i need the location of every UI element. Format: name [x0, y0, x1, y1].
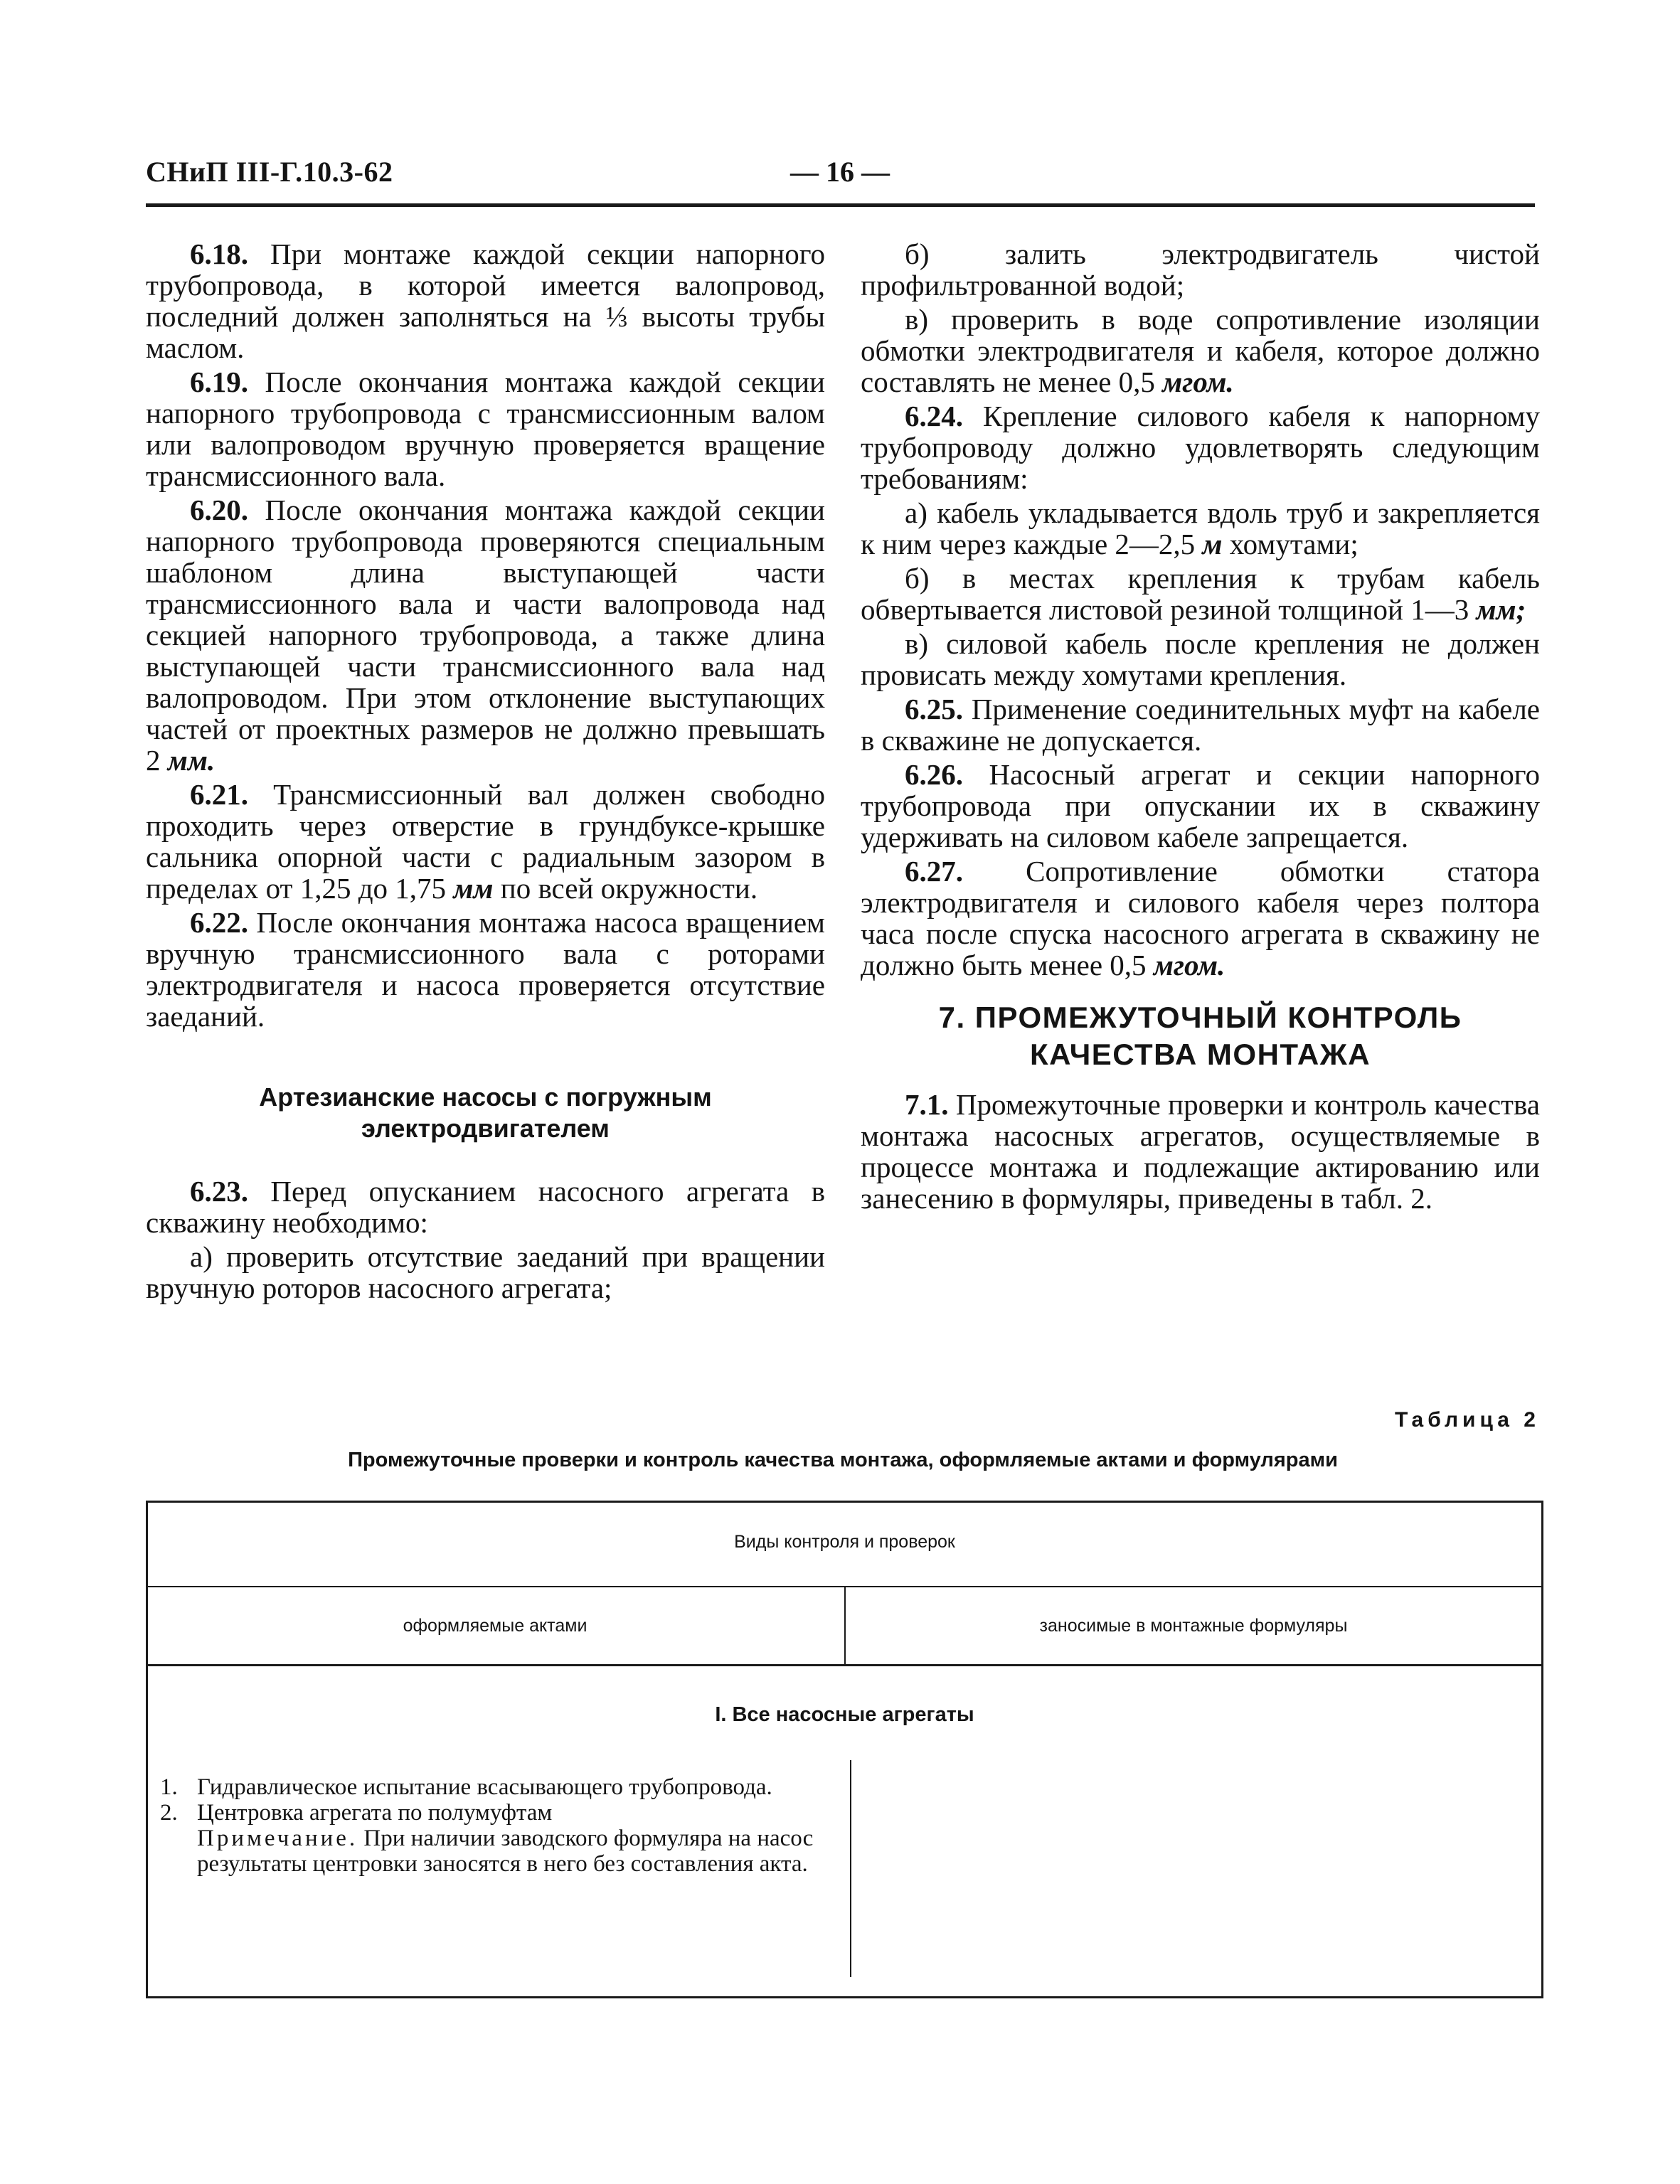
paragraph-6-19: [146, 366, 825, 491]
table-rule-right: [1541, 1501, 1543, 1998]
paragraph-6-24: [861, 400, 1540, 494]
clause-text: а) кабель укладывается вдоль труб и закрепляется к ним через каждые 2—2,5: [861, 496, 1540, 560]
header-rule: [146, 203, 1535, 207]
unit-label: мгом.: [1153, 949, 1226, 981]
paragraph-6-20: [146, 494, 825, 776]
clause-text: б) в местах крепления к трубам кабель обвертывается листовой резиной толщиной 1—3: [861, 562, 1540, 626]
clause-text: Промежуточные проверки и контроль качества монтажа насосных агрегатов, осуществляемые в процессе монтажа и подлежащие актированию или занесению в формуляры, приведены в табл. 2.: [861, 1088, 1540, 1215]
table-header-forms: заносимые в монтажные формуляры: [1039, 1616, 1348, 1636]
clause-number: 6.27.: [905, 855, 963, 888]
subsection-heading: Артезианские насосы с погружным электродвигателем: [259, 1082, 712, 1143]
clause-text: Трансмиссионный вал должен свободно проходить через отверстие в грундбуксе-крышке сальника опорной части с радиальным зазором в пределах от 1,25 до 1,75: [146, 778, 826, 905]
clause-text: Перед опусканием насосного агрегата в скважину необходимо:: [146, 1175, 826, 1239]
paragraph-6-23-b: б) залить электродвигатель чистой профильтрованной водой;: [861, 238, 1540, 302]
clause-text: Применение соединительных муфт на кабеле в скважине не допускается.: [861, 693, 1540, 757]
document-code: СНиП III-Г.10.3-62: [146, 156, 393, 188]
table-rule-bottom: [146, 1996, 1543, 1998]
clause-text-tail: хомутами;: [1229, 528, 1359, 560]
table-title: Промежуточные проверки и контроль качества монтажа, оформляемые актами и формулярами: [348, 1449, 1338, 1471]
paragraph-6-26: [861, 759, 1540, 853]
clause-text: После окончания монтажа насоса вращением вручную трансмиссионного вала с роторами электродвигателя и насоса проверяется отсутствие заеданий.: [146, 906, 825, 1033]
clause-number: 6.18.: [190, 238, 248, 270]
clause-number: 6.24.: [905, 400, 963, 432]
table-rule-body-split: [850, 1760, 851, 1977]
section-7-title-line2: КАЧЕСТВА МОНТАЖА: [1029, 1038, 1371, 1071]
table-header-top: Виды контроля и проверок: [734, 1532, 955, 1552]
table-rule-top: [146, 1501, 1543, 1503]
clause-number: 6.20.: [190, 494, 248, 526]
note-text: При наличии заводского формуляра на насос результаты центровки заносятся в него без составления акта.: [197, 1826, 814, 1877]
table-rule-header-bottom: [146, 1664, 1543, 1666]
paragraph-6-24-a: [861, 497, 1540, 560]
paragraph-6-22: [146, 907, 825, 1032]
item-text: Гидравлическое испытание всасывающего трубопровода.: [197, 1774, 772, 1800]
item-number: 1.: [160, 1774, 178, 1800]
paragraph-6-21: [146, 779, 825, 904]
paragraph-6-23-a: а) проверить отсутствие заеданий при вращении вручную роторов насосного агрегата;: [146, 1240, 825, 1304]
paragraph-6-23: [146, 1176, 825, 1238]
clause-number: 6.21.: [190, 778, 248, 811]
clause-number: 6.23.: [190, 1175, 248, 1208]
table-note: [160, 1826, 850, 1877]
clause-text: При монтаже каждой секции напорного трубопровода, в которой имеется валопровод, последний должен заполняться на ⅓ высоты трубы маслом.: [146, 238, 825, 364]
table-group-heading: I. Все насосные агрегаты: [715, 1703, 974, 1726]
unit-label: м: [1202, 528, 1223, 560]
left-column: [146, 238, 825, 1304]
unit-label: мм: [453, 872, 494, 905]
unit-label: мгом.: [1162, 366, 1234, 398]
unit-label: мм;: [1476, 593, 1526, 626]
clause-number: 6.26.: [905, 758, 963, 791]
table-label: Таблица 2: [1394, 1408, 1540, 1432]
paragraph-6-24-b: [861, 563, 1540, 625]
page-number: — 16 —: [790, 156, 890, 188]
clause-number: 6.25.: [905, 693, 963, 725]
item-text: Центровка агрегата по полумуфтам: [197, 1800, 553, 1826]
paragraph-6-25: [861, 693, 1540, 756]
clause-text: После окончания монтажа каждой секции напорного трубопровода с трансмиссионным валом или валопроводом вручную проверяется вращение трансмиссионного вала.: [146, 366, 826, 492]
item-number: 2.: [160, 1800, 178, 1826]
paragraph-6-24-v: в) силовой кабель после крепления не должен провисать между хомутами крепления.: [861, 627, 1540, 691]
clause-text: Крепление силового кабеля к напорному трубопроводу должно удовлетворять следующим требованиям:: [861, 400, 1540, 495]
clause-number: 6.22.: [190, 906, 248, 939]
section-7-heading: [861, 999, 1540, 1073]
clause-text: Сопротивление обмотки статора электродвигателя и силового кабеля через полтора часа после спуска насосного агрегата в скважину не должно быть менее 0,5: [861, 855, 1540, 981]
note-label: Примечание.: [197, 1826, 358, 1851]
table-header-acts: оформляемые актами: [403, 1616, 588, 1636]
paragraph-6-18: [146, 238, 825, 363]
right-column: [861, 238, 1540, 1214]
clause-number: 6.19.: [190, 366, 248, 398]
paragraph-7-1: [861, 1089, 1540, 1214]
list-item: [160, 1800, 850, 1826]
table-rule-left: [146, 1501, 148, 1998]
table-2: [146, 1501, 1543, 1998]
clause-text-tail: по всей окружности.: [500, 872, 758, 905]
clause-text: в) проверить в воде сопротивление изоляции обмотки электродвигателя и кабеля, которое должно составлять не менее 0,5: [861, 303, 1540, 398]
section-7-title-line1: 7. ПРОМЕЖУТОЧНЫЙ КОНТРОЛЬ: [938, 1001, 1462, 1034]
paragraph-6-23-v: [861, 304, 1540, 398]
clause-number: 7.1.: [905, 1088, 949, 1121]
unit-label: мм.: [167, 744, 216, 777]
paragraph-6-27: [861, 856, 1540, 981]
clause-text: После окончания монтажа каждой секции напорного трубопровода проверяются специальным шаблоном длина выступающей части трансмиссионного вала и части валопровода над секцией напорного трубопровода, а также длина выступающей части трансмиссионного вала над валопроводом. При этом отклонение выступающих частей от проектных размеров не должно превышать 2: [146, 494, 826, 777]
list-item: [160, 1774, 850, 1800]
clause-text: Насосный агрегат и секции напорного трубопровода при опускании их в скважину удерживать на силовом кабеле запрещается.: [861, 758, 1541, 853]
table-item-list: [160, 1774, 850, 1877]
